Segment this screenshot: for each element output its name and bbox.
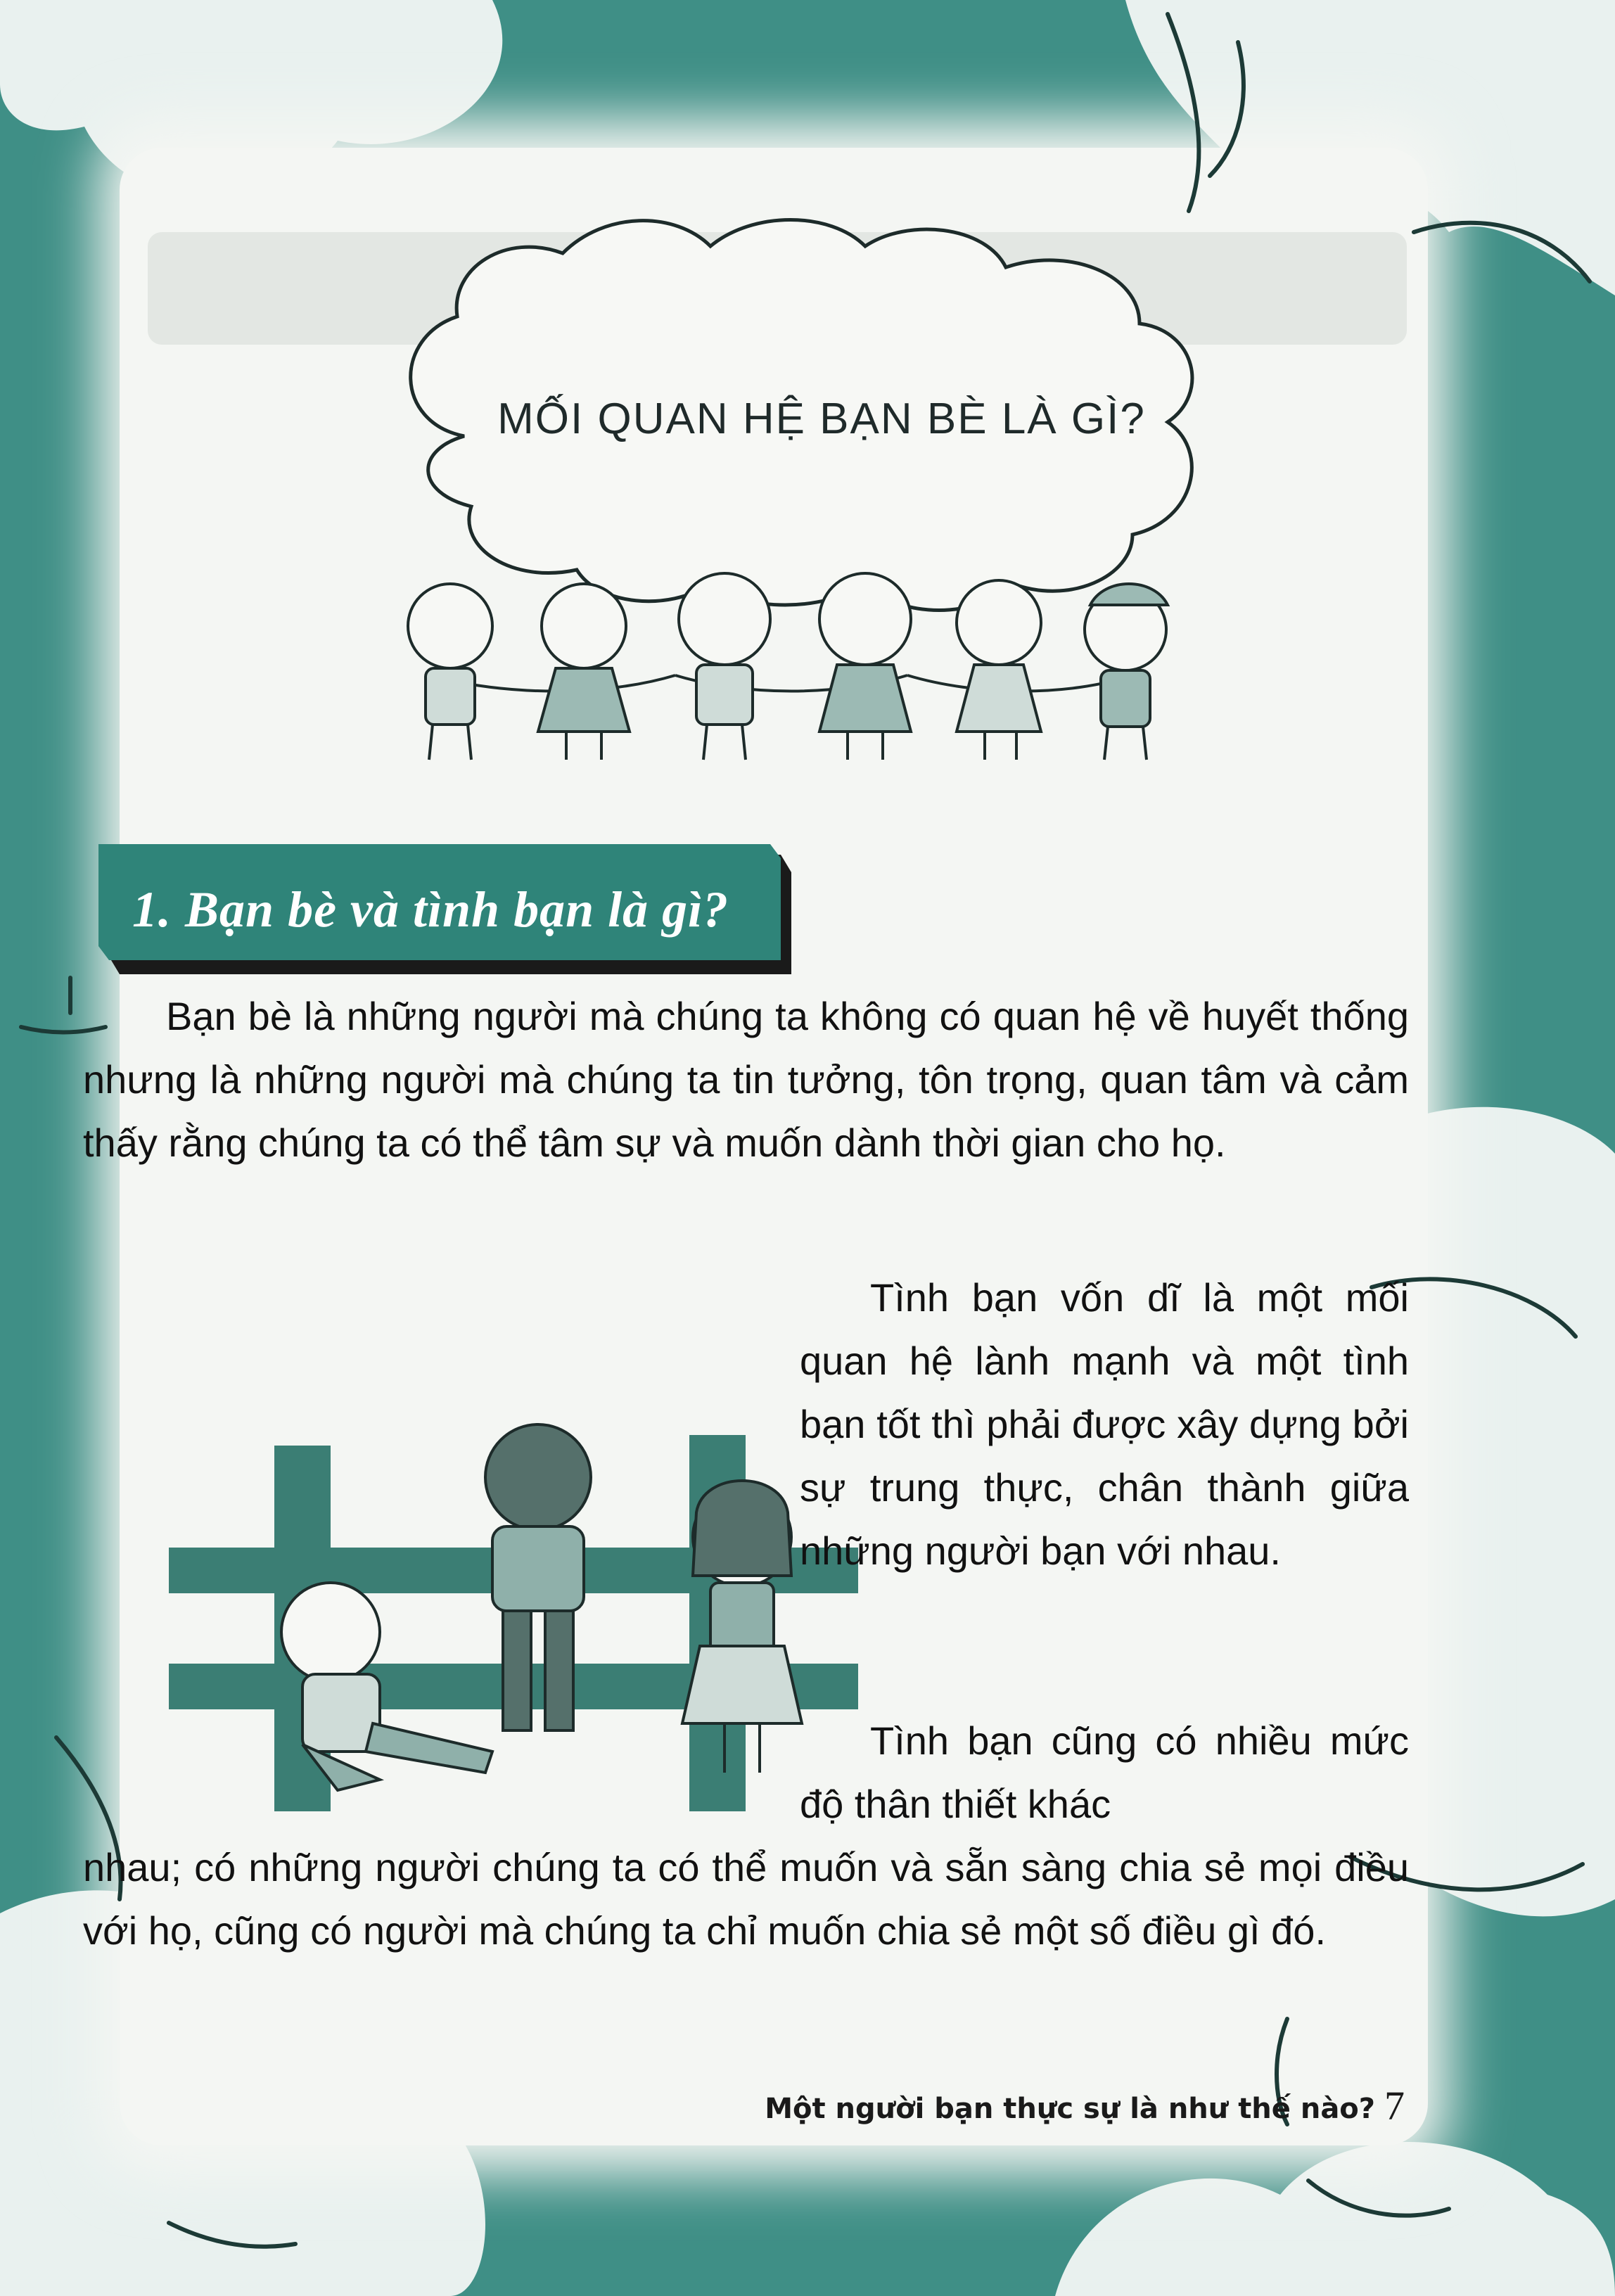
cloud-title: MỐI QUAN HỆ BẠN BÈ LÀ GÌ? (497, 395, 1146, 443)
paragraph-3-rest: nhau; có những người chúng ta có thể muốn và sẵn sàng chia sẻ mọi điều với họ, cũng có người mà chúng ta chỉ muốn chia sẻ một số điều gì đó. (83, 1845, 1409, 1953)
paragraph-3-start: Tình bạn cũng có nhiều mức độ thân thiết khác (800, 1718, 1409, 1826)
paragraph-2: Tình bạn vốn dĩ là một mối quan hệ lành mạnh và một tình bạn tốt thì phải được xây dựng bởi sự trung thực, chân thành giữa những người bạn với nhau. (800, 1275, 1409, 1573)
paragraph-1: Bạn bè là những người mà chúng ta không có quan hệ về huyết thống nhưng là những người mà chúng ta tin tưởng, tôn trọng, quan tâm và cảm thấy rằng chúng ta có thể tâm sự và muốn dành thời gian cho họ. (83, 994, 1409, 1165)
section-title: 1. Bạn bè và tình bạn là gì? (132, 881, 729, 938)
body-text (83, 985, 1409, 1175)
book-title-footer: Một người bạn thực sự là như thế nào? (765, 2093, 1375, 2125)
page-number: 7 (1384, 2083, 1405, 2129)
